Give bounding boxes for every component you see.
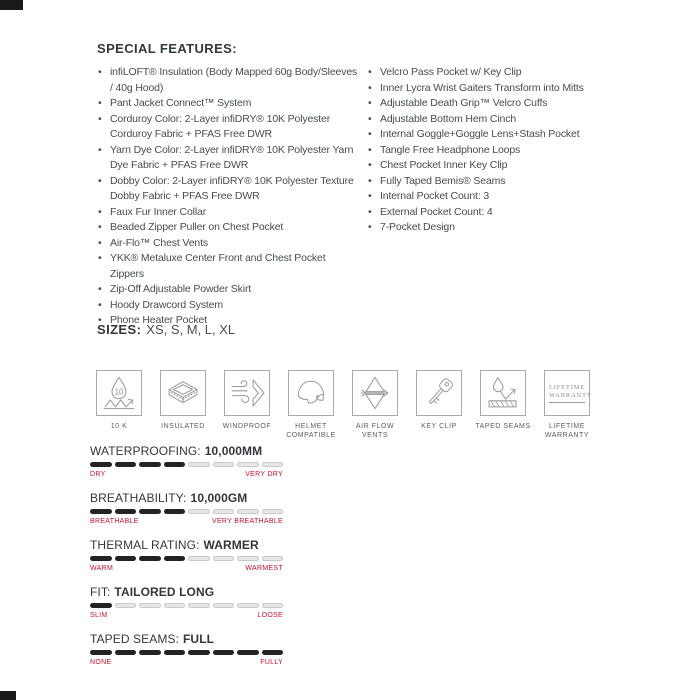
icon-label-air-flow-vents: AIR FLOW VENTS: [355, 423, 395, 439]
feature-item: • Zip-Off Adjustable Powder Skirt: [97, 282, 359, 298]
feature-item: • Phone Heater Pocket: [97, 313, 359, 329]
svg-text:10: 10: [114, 387, 124, 397]
rating-min-label: WARM: [90, 565, 114, 572]
rating-segment: [115, 650, 137, 655]
rating-segment: [262, 650, 284, 655]
rating-value: WARMER: [203, 538, 259, 552]
air-flow-vents-icon: [352, 370, 398, 416]
feature-item: • 7-Pocket Design: [367, 220, 613, 236]
key-clip-icon: [416, 370, 462, 416]
rating-segment: [115, 556, 137, 561]
rating-bar: [90, 556, 283, 561]
rating-group: [90, 538, 283, 573]
feature-icon-air-flow-vents: [344, 370, 406, 440]
feature-item: • Dobby Color: 2-Layer infiDRY® 10K Polyester Texture Dobby Fabric + PFAS Free DWR: [97, 174, 359, 205]
rating-max-label: VERY DRY: [245, 471, 283, 478]
icon-label-key-clip: KEY CLIP: [421, 423, 457, 430]
rating-segment: [213, 650, 235, 655]
rating-category: TAPED SEAMS:: [90, 632, 179, 646]
feature-item: • YKK® Metaluxe Center Front and Chest Pocket Zippers: [97, 251, 359, 282]
sizes-label: SIZES:: [97, 322, 142, 337]
feature-item: • Adjustable Death Grip™ Velcro Cuffs: [367, 96, 613, 112]
icon-label-10k: 10 K: [110, 423, 128, 430]
rating-segment: [139, 462, 161, 467]
windproof-icon: [224, 370, 270, 416]
rating-segment: [90, 556, 112, 561]
feature-icon-key-clip: [408, 370, 470, 440]
rating-max-label: LOOSE: [257, 612, 283, 619]
feature-item: • Beaded Zipper Puller on Chest Pocket: [97, 220, 359, 236]
rating-group: [90, 444, 283, 479]
icon-label-lifetime-warranty: LIFETIME WARRANTY: [544, 423, 590, 439]
feature-item: • infiLOFT® Insulation (Body Mapped 60g Body/Sleeves / 40g Hood): [97, 65, 359, 96]
rating-scale-labels: [90, 658, 283, 667]
rating-segment: [237, 556, 259, 561]
feature-icon-lifetime-warranty: [536, 370, 598, 440]
rating-segment: [90, 650, 112, 655]
screenshot-artifact-top-left: [0, 0, 23, 10]
rating-min-label: NONE: [90, 659, 112, 666]
feature-item: • Tangle Free Headphone Loops: [367, 143, 613, 159]
feature-item: • Adjustable Bottom Hem Cinch: [367, 112, 613, 128]
features-right-list: [367, 65, 613, 329]
feature-item: • Hoody Drawcord System: [97, 298, 359, 314]
icon-label-helmet-compatible: HELMET COMPATIBLE: [286, 423, 336, 439]
rating-value: FULL: [183, 632, 215, 646]
rating-title: [90, 632, 283, 646]
rating-category: FIT:: [90, 585, 111, 599]
rating-segment: [164, 650, 186, 655]
rating-segment: [90, 603, 112, 608]
rating-segment: [90, 509, 112, 514]
rating-max-label: WARMEST: [245, 565, 283, 572]
rating-segment: [237, 462, 259, 467]
rating-group: [90, 632, 283, 667]
feature-item: • Corduroy Color: 2-Layer infiDRY® 10K Polyester Corduroy Fabric + PFAS Free DWR: [97, 112, 359, 143]
rating-bar: [90, 462, 283, 467]
rating-segment: [237, 509, 259, 514]
features-left-list: [97, 65, 359, 329]
rating-segment: [188, 556, 210, 561]
rating-segment: [90, 462, 112, 467]
rating-segment: [164, 509, 186, 514]
feature-item: • Fully Taped Bemis® Seams: [367, 174, 613, 190]
rating-category: WATERPROOFING:: [90, 444, 201, 458]
rating-title: [90, 491, 283, 505]
rating-segment: [262, 509, 284, 514]
lifetime-warranty-icon: [544, 370, 593, 416]
rating-value: 10,000GM: [190, 491, 248, 505]
rating-segment: [139, 509, 161, 514]
rating-segment: [164, 462, 186, 467]
rating-segment: [164, 603, 186, 608]
features-columns: [97, 65, 613, 329]
rating-group: [90, 491, 283, 526]
sizes-values: XS, S, M, L, XL: [146, 322, 236, 337]
rating-segment: [115, 603, 137, 608]
rating-scale-labels: [90, 611, 283, 620]
feature-item: • Faux Fur Inner Collar: [97, 205, 359, 221]
rating-scale-labels: [90, 470, 283, 479]
lifetime-warranty-box-text: LIFETIME WARRANTY: [549, 384, 585, 403]
feature-item: • Velcro Pass Pocket w/ Key Clip: [367, 65, 613, 81]
rating-min-label: SLIM: [90, 612, 108, 619]
10k-waterproof-icon: [96, 370, 142, 416]
helmet-icon: [288, 370, 334, 416]
rating-scale-labels: [90, 564, 283, 573]
feature-icon-taped-seams: [472, 370, 534, 440]
rating-segment: [237, 603, 259, 608]
rating-segment: [139, 650, 161, 655]
rating-segment: [262, 462, 284, 467]
rating-max-label: VERY BREATHABLE: [211, 518, 283, 525]
rating-segment: [188, 462, 210, 467]
insulated-icon: [160, 370, 206, 416]
rating-segment: [188, 603, 210, 608]
feature-icon-helmet-compatible: [280, 370, 342, 440]
special-features-section: [97, 41, 613, 329]
taped-seams-icon: [480, 370, 526, 416]
rating-value: TAILORED LONG: [114, 585, 215, 599]
rating-segment: [188, 650, 210, 655]
rating-title: [90, 538, 283, 552]
screenshot-artifact-bottom-left: [0, 691, 16, 700]
rating-value: 10,000MM: [204, 444, 263, 458]
rating-segment: [213, 603, 235, 608]
rating-segment: [188, 509, 210, 514]
rating-bar: [90, 509, 283, 514]
rating-segment: [115, 509, 137, 514]
rating-segment: [213, 462, 235, 467]
feature-item: • Inner Lycra Wrist Gaiters Transform into Mitts: [367, 81, 613, 97]
rating-min-label: DRY: [90, 471, 106, 478]
feature-item: • Air-Flo™ Chest Vents: [97, 236, 359, 252]
feature-icon-insulated: [152, 370, 214, 440]
rating-segment: [213, 509, 235, 514]
rating-max-label: FULLY: [260, 659, 283, 666]
icon-label-insulated: INSULATED: [161, 423, 205, 430]
feature-item: • External Pocket Count: 4: [367, 205, 613, 221]
rating-segment: [262, 603, 284, 608]
feature-icon-10k: [88, 370, 150, 440]
rating-segment: [139, 556, 161, 561]
rating-scale-labels: [90, 517, 283, 526]
feature-icons-row: [88, 370, 598, 440]
rating-segment: [164, 556, 186, 561]
rating-segment: [262, 556, 284, 561]
icon-label-taped-seams: TAPED SEAMS: [475, 423, 531, 430]
rating-title: [90, 585, 283, 599]
rating-segment: [237, 650, 259, 655]
rating-bar: [90, 603, 283, 608]
rating-category: THERMAL RATING:: [90, 538, 200, 552]
feature-item: • Yarn Dye Color: 2-Layer infiDRY® 10K Polyester Yarn Dye Fabric + PFAS Free DWR: [97, 143, 359, 174]
rating-segment: [139, 603, 161, 608]
feature-item: • Chest Pocket Inner Key Clip: [367, 158, 613, 174]
rating-title: [90, 444, 283, 458]
feature-item: • Internal Goggle+Goggle Lens+Stash Pocket: [367, 127, 613, 143]
rating-segment: [213, 556, 235, 561]
special-features-heading: SPECIAL FEATURES:: [97, 41, 237, 56]
rating-segment: [115, 462, 137, 467]
feature-icon-windproof: [216, 370, 278, 440]
sizes-section: [97, 322, 235, 337]
rating-bars-section: [90, 444, 283, 679]
rating-bar: [90, 650, 283, 655]
feature-item: • Internal Pocket Count: 3: [367, 189, 613, 205]
icon-label-windproof: WINDPROOF: [222, 423, 272, 430]
rating-group: [90, 585, 283, 620]
rating-min-label: BREATHABLE: [90, 518, 139, 525]
rating-category: BREATHABILITY:: [90, 491, 187, 505]
feature-item: • Pant Jacket Connect™ System: [97, 96, 359, 112]
